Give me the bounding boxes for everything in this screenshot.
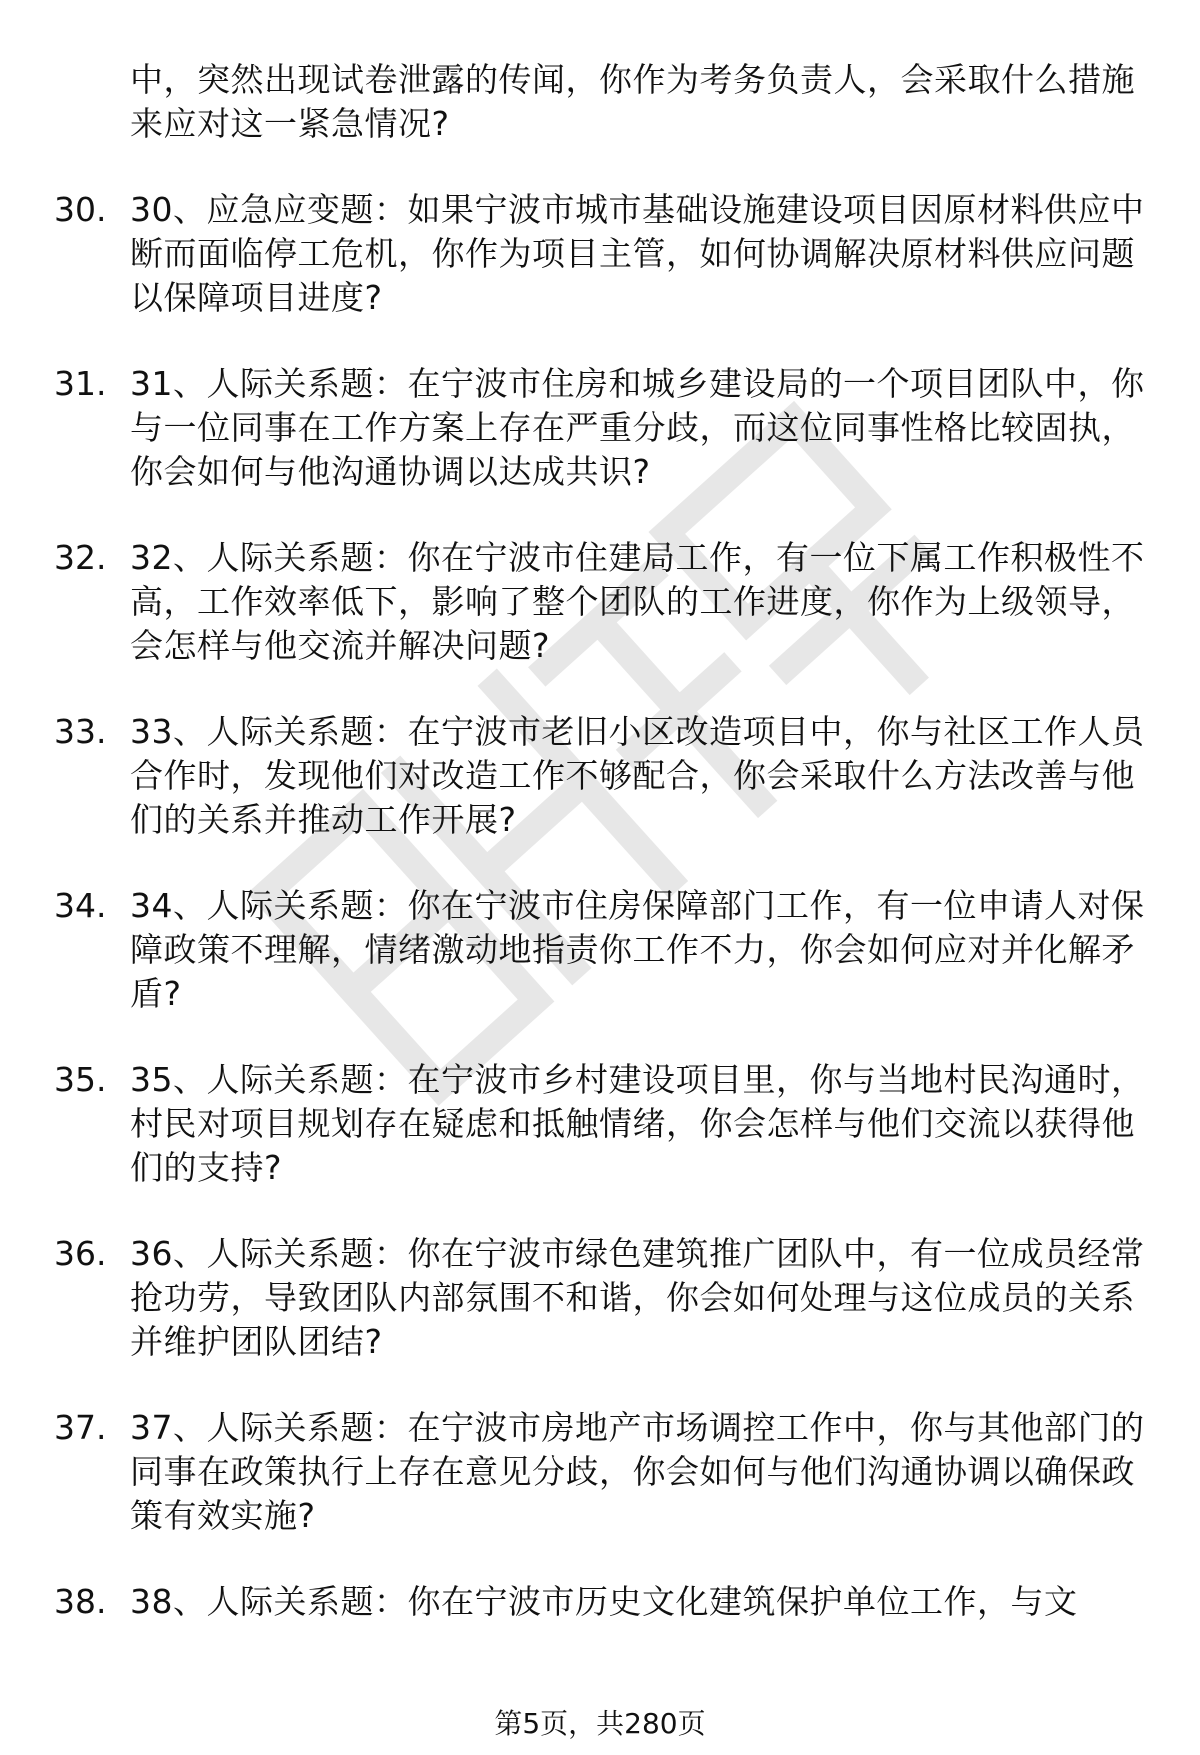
list-item-text: 34、人际关系题：你在宁波市住房保障部门工作，有一位申请人对保障政策不理解，情绪激动地指责你工作不力，你会如何应对并化解矛盾?	[130, 886, 1145, 1013]
list-item-number: 32.	[54, 538, 107, 577]
list-item-text: 37、人际关系题：在宁波市房地产市场调控工作中，你与其他部门的同事在政策执行上存在意见分歧，你会如何与他们沟通协调以确保政策有效实施?	[130, 1408, 1145, 1535]
page-footer: 第5页，共280页	[494, 1707, 706, 1740]
list-item-number: 38.	[54, 1582, 107, 1621]
list-item-number: 30.	[54, 190, 107, 229]
list-item	[0, 710, 1200, 842]
question-list	[0, 58, 1200, 1666]
list-item	[0, 1232, 1200, 1364]
list-item-text: 35、人际关系题：在宁波市乡村建设项目里，你与当地村民沟通时，村民对项目规划存在疑虑和抵触情绪，你会怎样与他们交流以获得他们的支持?	[130, 1060, 1145, 1187]
list-item	[0, 884, 1200, 1016]
list-item-number: 31.	[54, 364, 107, 403]
list-item	[0, 362, 1200, 494]
list-item-text: 32、人际关系题：你在宁波市住建局工作，有一位下属工作积极性不高，工作效率低下，影响了整个团队的工作进度，你作为上级领导，会怎样与他交流并解决问题?	[130, 538, 1145, 665]
list-item	[0, 188, 1200, 320]
list-item-text: 36、人际关系题：你在宁波市绿色建筑推广团队中，有一位成员经常抢功劳，导致团队内部氛围不和谐，你会如何处理与这位成员的关系并维护团队团结?	[130, 1234, 1145, 1361]
list-item-text: 31、人际关系题：在宁波市住房和城乡建设局的一个项目团队中，你与一位同事在工作方案上存在严重分歧，而这位同事性格比较固执，你会如何与他沟通协调以达成共识?	[130, 364, 1145, 491]
list-item-text: 33、人际关系题：在宁波市老旧小区改造项目中，你与社区工作人员合作时，发现他们对改造工作不够配合，你会采取什么方法改善与他们的关系并推动工作开展?	[130, 712, 1145, 839]
list-item-text: 中，突然出现试卷泄露的传闻，你作为考务负责人，会采取什么措施来应对这一紧急情况?	[130, 60, 1135, 143]
list-item	[0, 1058, 1200, 1190]
list-item-number: 36.	[54, 1234, 107, 1273]
list-item	[0, 58, 1200, 146]
list-item	[0, 536, 1200, 668]
list-item	[0, 1580, 1200, 1624]
list-item-text: 38、人际关系题：你在宁波市历史文化建筑保护单位工作，与文	[130, 1582, 1078, 1621]
list-item-number: 34.	[54, 886, 107, 925]
list-item-number: 37.	[54, 1408, 107, 1447]
list-item-number: 35.	[54, 1060, 107, 1099]
list-item-text: 30、应急应变题：如果宁波市城市基础设施建设项目因原材料供应中断而面临停工危机，你作为项目主管，如何协调解决原材料供应问题以保障项目进度?	[130, 190, 1145, 317]
list-item-number: 33.	[54, 712, 107, 751]
list-item	[0, 1406, 1200, 1538]
